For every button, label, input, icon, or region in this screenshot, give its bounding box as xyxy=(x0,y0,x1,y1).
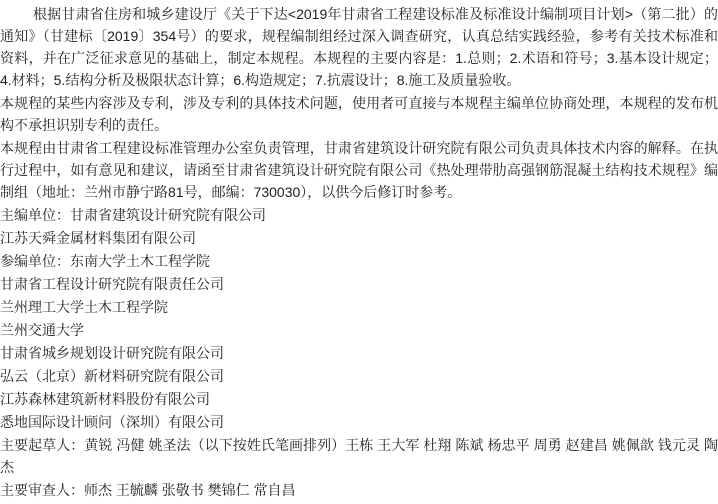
management-paragraph: 本规程由甘肃省工程建设标准管理办公室负责管理，甘肃省建筑设计研究院有限公司负责具体技术内容的解释。在执行过程中，如有意见和建议，请函至甘肃省建筑设计研究院有限公司《热处理带肋高强钢筋混凝土结构技术规程》编制组（地址：兰州市静宁路81号，邮编：730030），以供今后修订时参考。 xyxy=(0,140,718,200)
participating-unit-line-5: 甘肃省城乡规划设计研究院有限公司 xyxy=(0,345,224,361)
participating-unit-line-7: 江苏森林建筑新材料股份有限公司 xyxy=(0,391,210,407)
main-reviewers-line: 主要审查人：师杰 王毓麟 张敬书 樊锦仁 常自昌 xyxy=(0,482,296,498)
intro-paragraph: 根据甘肃省住房和城乡建设厅《关于下达<2019年甘肃省工程建设标准及标准设计编制项目计划>（第二批）的通知》（甘建标〔2019〕354号）的要求，规程编制组经过深入调查研究，认真总结实践经验，参考有关技术标准和资料，并在广泛征求意见的基础上，制定本规程。本规程的主要内容是：1.总则；2.术语和符号；3.基本设计规定；4.材料；5.结构分析及极限状态计算；6.构造规定；7.抗震设计；8.施工及质量验收。 xyxy=(0,6,718,88)
participating-unit-line-3: 兰州理工大学土木工程学院 xyxy=(0,299,168,315)
participating-unit-line-8: 悉地国际设计顾问（深圳）有限公司 xyxy=(0,414,224,430)
patent-disclaimer-paragraph: 本规程的某些内容涉及专利，涉及专利的具体技术问题，使用者可直接与本规程主编单位协商处理，本规程的发布机构不承担识别专利的责任。 xyxy=(0,95,718,133)
participating-unit-line-4: 兰州交通大学 xyxy=(0,322,84,338)
participating-unit-line-2: 甘肃省工程设计研究院有限责任公司 xyxy=(0,276,224,292)
participating-unit-line-6: 弘云（北京）新材料研究院有限公司 xyxy=(0,368,224,384)
chief-editing-unit-line: 主编单位：甘肃省建筑设计研究院有限公司 xyxy=(0,207,266,223)
chief-editing-unit-line-2: 江苏天舜金属材料集团有限公司 xyxy=(0,230,196,246)
participating-unit-line-1: 参编单位：东南大学土木工程学院 xyxy=(0,253,210,269)
main-drafters-line: 主要起草人：黄锐 冯健 姚圣法（以下按姓氏笔画排列）王栋 王大军 杜翔 陈斌 杨忠平 周勇 赵建昌 姚佩歆 钱元灵 陶杰 xyxy=(0,437,718,475)
